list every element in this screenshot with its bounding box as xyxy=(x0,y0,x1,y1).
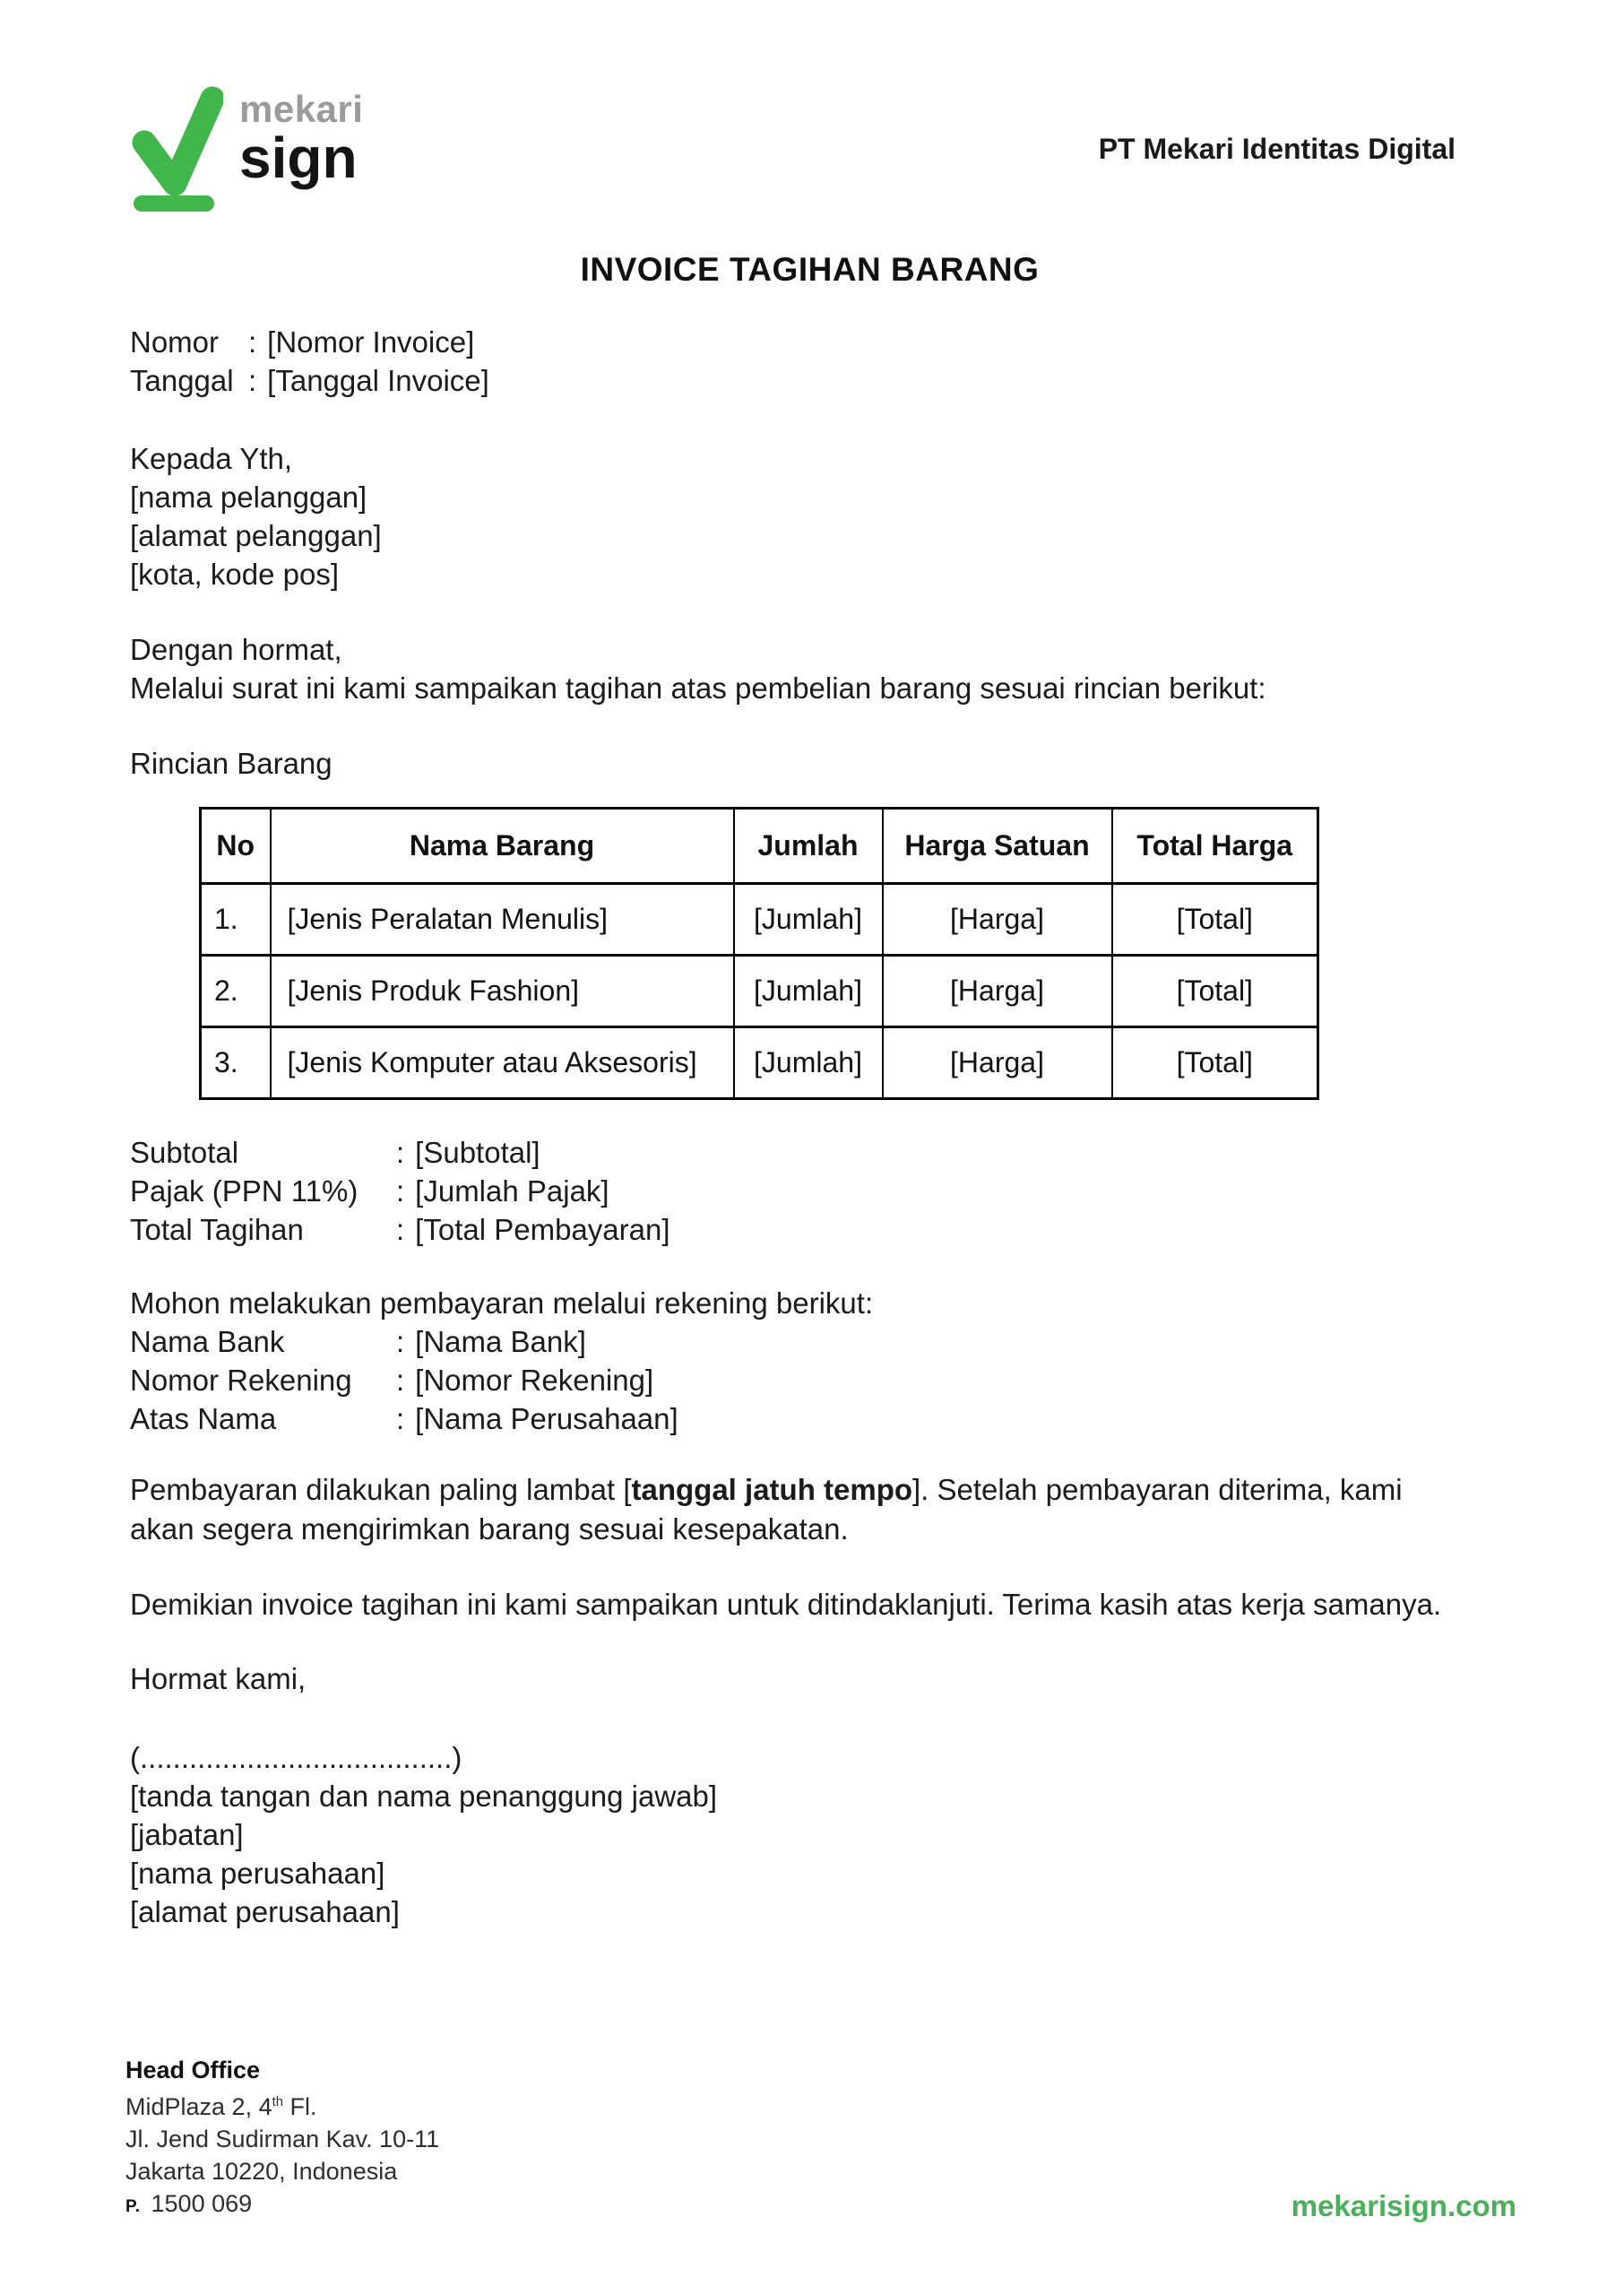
mekari-sign-logo xyxy=(130,85,363,212)
row-number: 3. xyxy=(201,1027,271,1099)
item-name-placeholder: [Jenis Produk Fashion] xyxy=(271,956,734,1027)
grand-total-label: Total Tagihan xyxy=(130,1213,304,1246)
signature-dots-line: (......................................) xyxy=(130,1741,462,1774)
address1-pre: MidPlaza 2, 4 xyxy=(125,2093,272,2120)
table-row xyxy=(201,956,1318,1027)
payment-intro: Mohon melakukan pembayaran melalui rekening berikut: xyxy=(130,1286,874,1320)
items-heading: Rincian Barang xyxy=(130,747,333,780)
due-date-paragraph xyxy=(130,1470,1447,1549)
account-number-row xyxy=(130,1361,1490,1399)
quantity-placeholder: [Jumlah] xyxy=(734,884,883,956)
col-header-unit-price: Harga Satuan xyxy=(883,809,1112,884)
total-price-placeholder: [Total] xyxy=(1112,956,1318,1027)
row-number: 1. xyxy=(201,884,271,956)
row-number: 2. xyxy=(201,956,271,1027)
signer-name-placeholder: [tanda tangan dan nama penanggung jawab] xyxy=(130,1780,718,1813)
items-table xyxy=(199,807,1319,1100)
closing-paragraph: Demikian invoice tagihan ini kami sampaikan untuk ditindaklanjuti. Terima kasih atas kerja samanya. xyxy=(130,1588,1442,1621)
items-table-header-row xyxy=(201,809,1318,884)
address-line-3: Jakarta 10220, Indonesia xyxy=(125,2158,398,2185)
phone-label: P. xyxy=(125,2197,141,2216)
unit-price-placeholder: [Harga] xyxy=(883,956,1112,1027)
table-row xyxy=(201,884,1318,956)
greeting: Dengan hormat, xyxy=(130,633,342,666)
item-name-placeholder: [Jenis Peralatan Menulis] xyxy=(271,884,734,956)
due-date-placeholder: tanggal jatuh tempo xyxy=(631,1473,913,1506)
col-header-no: No xyxy=(201,809,271,884)
bank-name-label: Nama Bank xyxy=(130,1325,285,1358)
subtotal-value: [Subtotal] xyxy=(415,1136,540,1169)
invoice-meta xyxy=(130,323,1490,400)
colon: : xyxy=(248,364,257,397)
subtotal-row xyxy=(130,1133,1490,1172)
address-line-2: Jl. Jend Sudirman Kav. 10-11 xyxy=(125,2126,440,2152)
colon: : xyxy=(396,1364,405,1397)
letterhead xyxy=(130,85,1490,212)
account-holder-row xyxy=(130,1399,1490,1438)
phone-number: 1500 069 xyxy=(151,2190,253,2217)
quantity-placeholder: [Jumlah] xyxy=(734,956,883,1027)
tax-row xyxy=(130,1172,1490,1210)
total-price-placeholder: [Total] xyxy=(1112,1027,1318,1099)
item-name-placeholder: [Jenis Komputer atau Aksesoris] xyxy=(271,1027,734,1099)
grand-total-value: [Total Pembayaran] xyxy=(415,1213,670,1246)
colon: : xyxy=(248,325,257,359)
head-office-title: Head Office xyxy=(125,2057,261,2083)
total-price-placeholder: [Total] xyxy=(1112,884,1318,956)
document-title: INVOICE TAGIHAN BARANG xyxy=(580,251,1040,288)
totals-block xyxy=(130,1133,1490,1249)
logo-word-mekari: mekari xyxy=(239,88,364,130)
due-text-pre: Pembayaran dilakukan paling lambat [ xyxy=(130,1473,632,1506)
signer-company-placeholder: [nama perusahaan] xyxy=(130,1857,385,1890)
colon: : xyxy=(396,1174,405,1208)
invoice-date-row xyxy=(130,361,1490,400)
subtotal-label: Subtotal xyxy=(130,1136,239,1169)
signer-title-placeholder: [jabatan] xyxy=(130,1818,244,1851)
checkmark-icon xyxy=(130,85,223,212)
account-holder-value: [Nama Perusahaan] xyxy=(415,1402,678,1435)
col-header-quantity: Jumlah xyxy=(734,809,883,884)
address1-post: Fl. xyxy=(282,2093,317,2120)
invoice-date-value: [Tanggal Invoice] xyxy=(267,364,489,397)
account-number-value: [Nomor Rekening] xyxy=(415,1364,654,1397)
opening-block xyxy=(130,630,1490,707)
recipient-name-placeholder: [nama pelanggan] xyxy=(130,481,367,514)
quantity-placeholder: [Jumlah] xyxy=(734,1027,883,1099)
address-line-1 xyxy=(125,2086,439,2123)
recipient-salutation: Kepada Yth, xyxy=(130,442,293,475)
recipient-city-placeholder: [kota, kode pos] xyxy=(130,558,339,591)
recipient-block xyxy=(130,439,1490,593)
grand-total-row xyxy=(130,1210,1490,1249)
signature-block xyxy=(130,1738,1490,1931)
logo-wordmark xyxy=(239,85,364,190)
website-link[interactable]: mekarisign.com xyxy=(1291,2189,1516,2222)
invoice-number-row xyxy=(130,323,1490,361)
due-text-post: ]. Setelah pembayaran diterima, kami akan segera mengirimkan barang sesuai kesepakatan. xyxy=(130,1473,1403,1546)
address1-superscript: th xyxy=(272,2095,283,2109)
col-header-item-name: Nama Barang xyxy=(271,809,734,884)
col-header-total-price: Total Harga xyxy=(1112,809,1318,884)
unit-price-placeholder: [Harga] xyxy=(883,884,1112,956)
bank-name-value: [Nama Bank] xyxy=(415,1325,586,1358)
intro-sentence: Melalui surat ini kami sampaikan tagihan atas pembelian barang sesuai rincian berikut: xyxy=(130,671,1266,705)
tax-value: [Jumlah Pajak] xyxy=(415,1174,609,1208)
head-office-block xyxy=(125,2054,439,2223)
account-number-label: Nomor Rekening xyxy=(130,1364,352,1397)
unit-price-placeholder: [Harga] xyxy=(883,1027,1112,1099)
signer-address-placeholder: [alamat perusahaan] xyxy=(130,1895,400,1928)
phone-row xyxy=(125,2187,439,2223)
page-footer xyxy=(125,2054,1516,2223)
bank-name-row xyxy=(130,1322,1490,1361)
table-row xyxy=(201,1027,1318,1099)
colon: : xyxy=(396,1325,405,1358)
account-holder-label: Atas Nama xyxy=(130,1402,277,1435)
colon: : xyxy=(396,1136,405,1169)
invoice-number-label: Nomor xyxy=(130,325,220,359)
logo-word-sign: sign xyxy=(239,126,358,190)
invoice-date-label: Tanggal xyxy=(130,364,234,397)
invoice-number-value: [Nomor Invoice] xyxy=(267,325,475,359)
tax-label: Pajak (PPN 11%) xyxy=(130,1174,358,1208)
colon: : xyxy=(396,1213,405,1246)
payment-block xyxy=(130,1284,1490,1438)
recipient-address-placeholder: [alamat pelanggan] xyxy=(130,519,382,552)
colon: : xyxy=(396,1402,405,1435)
company-name: PT Mekari Identitas Digital xyxy=(1098,132,1456,165)
regards-line: Hormat kami, xyxy=(130,1662,307,1695)
